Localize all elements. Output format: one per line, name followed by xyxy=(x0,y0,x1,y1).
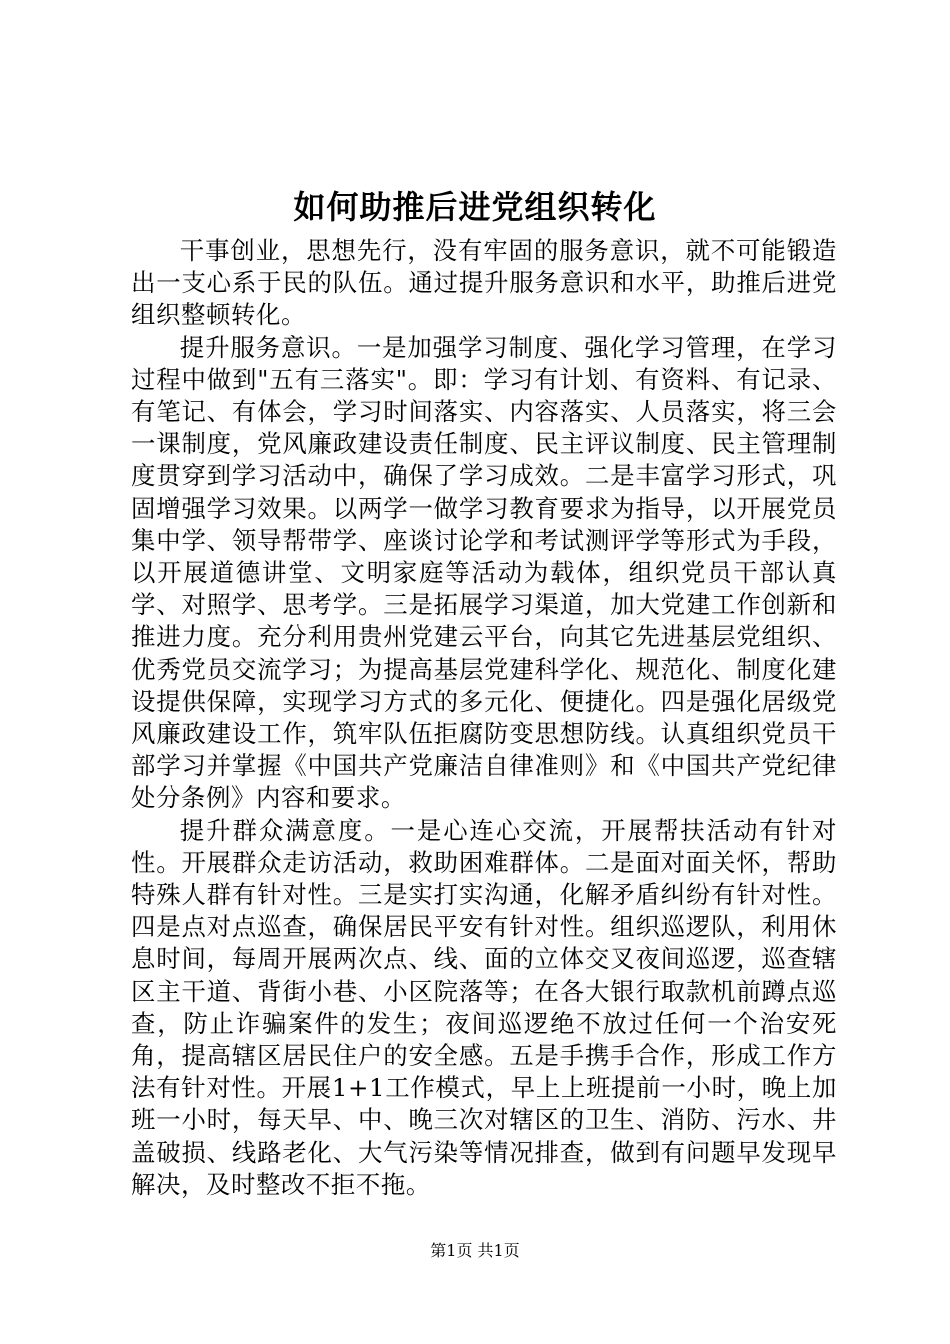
paragraph-intro: 干事创业，思想先行，没有牢固的服务意识，就不可能锻造出一支心系于民的队伍。通过提升服务意识和水平，助推后进党组织整顿转化。 xyxy=(131,236,837,330)
paragraph-service-awareness: 提升服务意识。一是加强学习制度、强化学习管理，在学习过程中做到"五有三落实"。即：学习有计划、有资料、有记录、有笔记、有体会，学习时间落实、内容落实、人员落实，将三会一课制度，党风廉政建设责任制度、民主评议制度、民主管理制度贯穿到学习活动中，确保了学习成效。二是丰富学习形式，巩固增强学习效果。以两学一做学习教育要求为指导，以开展党员集中学、领导帮带学、座谈讨论学和考试测评学等形式为手段，以开展道德讲堂、文明家庭等活动为载体，组织党员干部认真学、对照学、思考学。三是拓展学习渠道，加大党建工作创新和推进力度。充分利用贵州党建云平台，向其它先进基层党组织、优秀党员交流学习；为提高基层党建科学化、规范化、制度化建设提供保障，实现学习方式的多元化、便捷化。四是强化居级党风廉政建设工作，筑牢队伍拒腐防变思想防线。认真组织党员干部学习并掌握《中国共产党廉洁自律准则》和《中国共产党纪律处分条例》内容和要求。 xyxy=(131,332,837,813)
document-title: 如何助推后进党组织转化 xyxy=(293,188,657,226)
paragraph-public-satisfaction: 提升群众满意度。一是心连心交流，开展帮扶活动有针对性。开展群众走访活动，救助困难群体。二是面对面关怀，帮助特殊人群有针对性。三是实打实沟通，化解矛盾纠纷有针对性。四是点对点巡查，确保居民平安有针对性。组织巡逻队，利用休息时间，每周开展两次点、线、面的立体交叉夜间巡逻，巡查辖区主干道、背街小巷、小区院落等；在各大银行取款机前蹲点巡查，防止诈骗案件的发生；夜间巡逻绝不放过任何一个治安死角，提高辖区居民住户的安全感。五是手携手合作，形成工作方法有针对性。开展1+1工作模式，早上上班提前一小时，晚上加班一小时，每天早、中、晚三次对辖区的卫生、消防、污水、井盖破损、线路老化、大气污染等情况排查，做到有问题早发现早解决，及时整改不拒不拖。 xyxy=(131,815,837,1199)
page-number-footer: 第1页 共1页 xyxy=(430,1241,520,1260)
document-body xyxy=(131,235,837,1201)
